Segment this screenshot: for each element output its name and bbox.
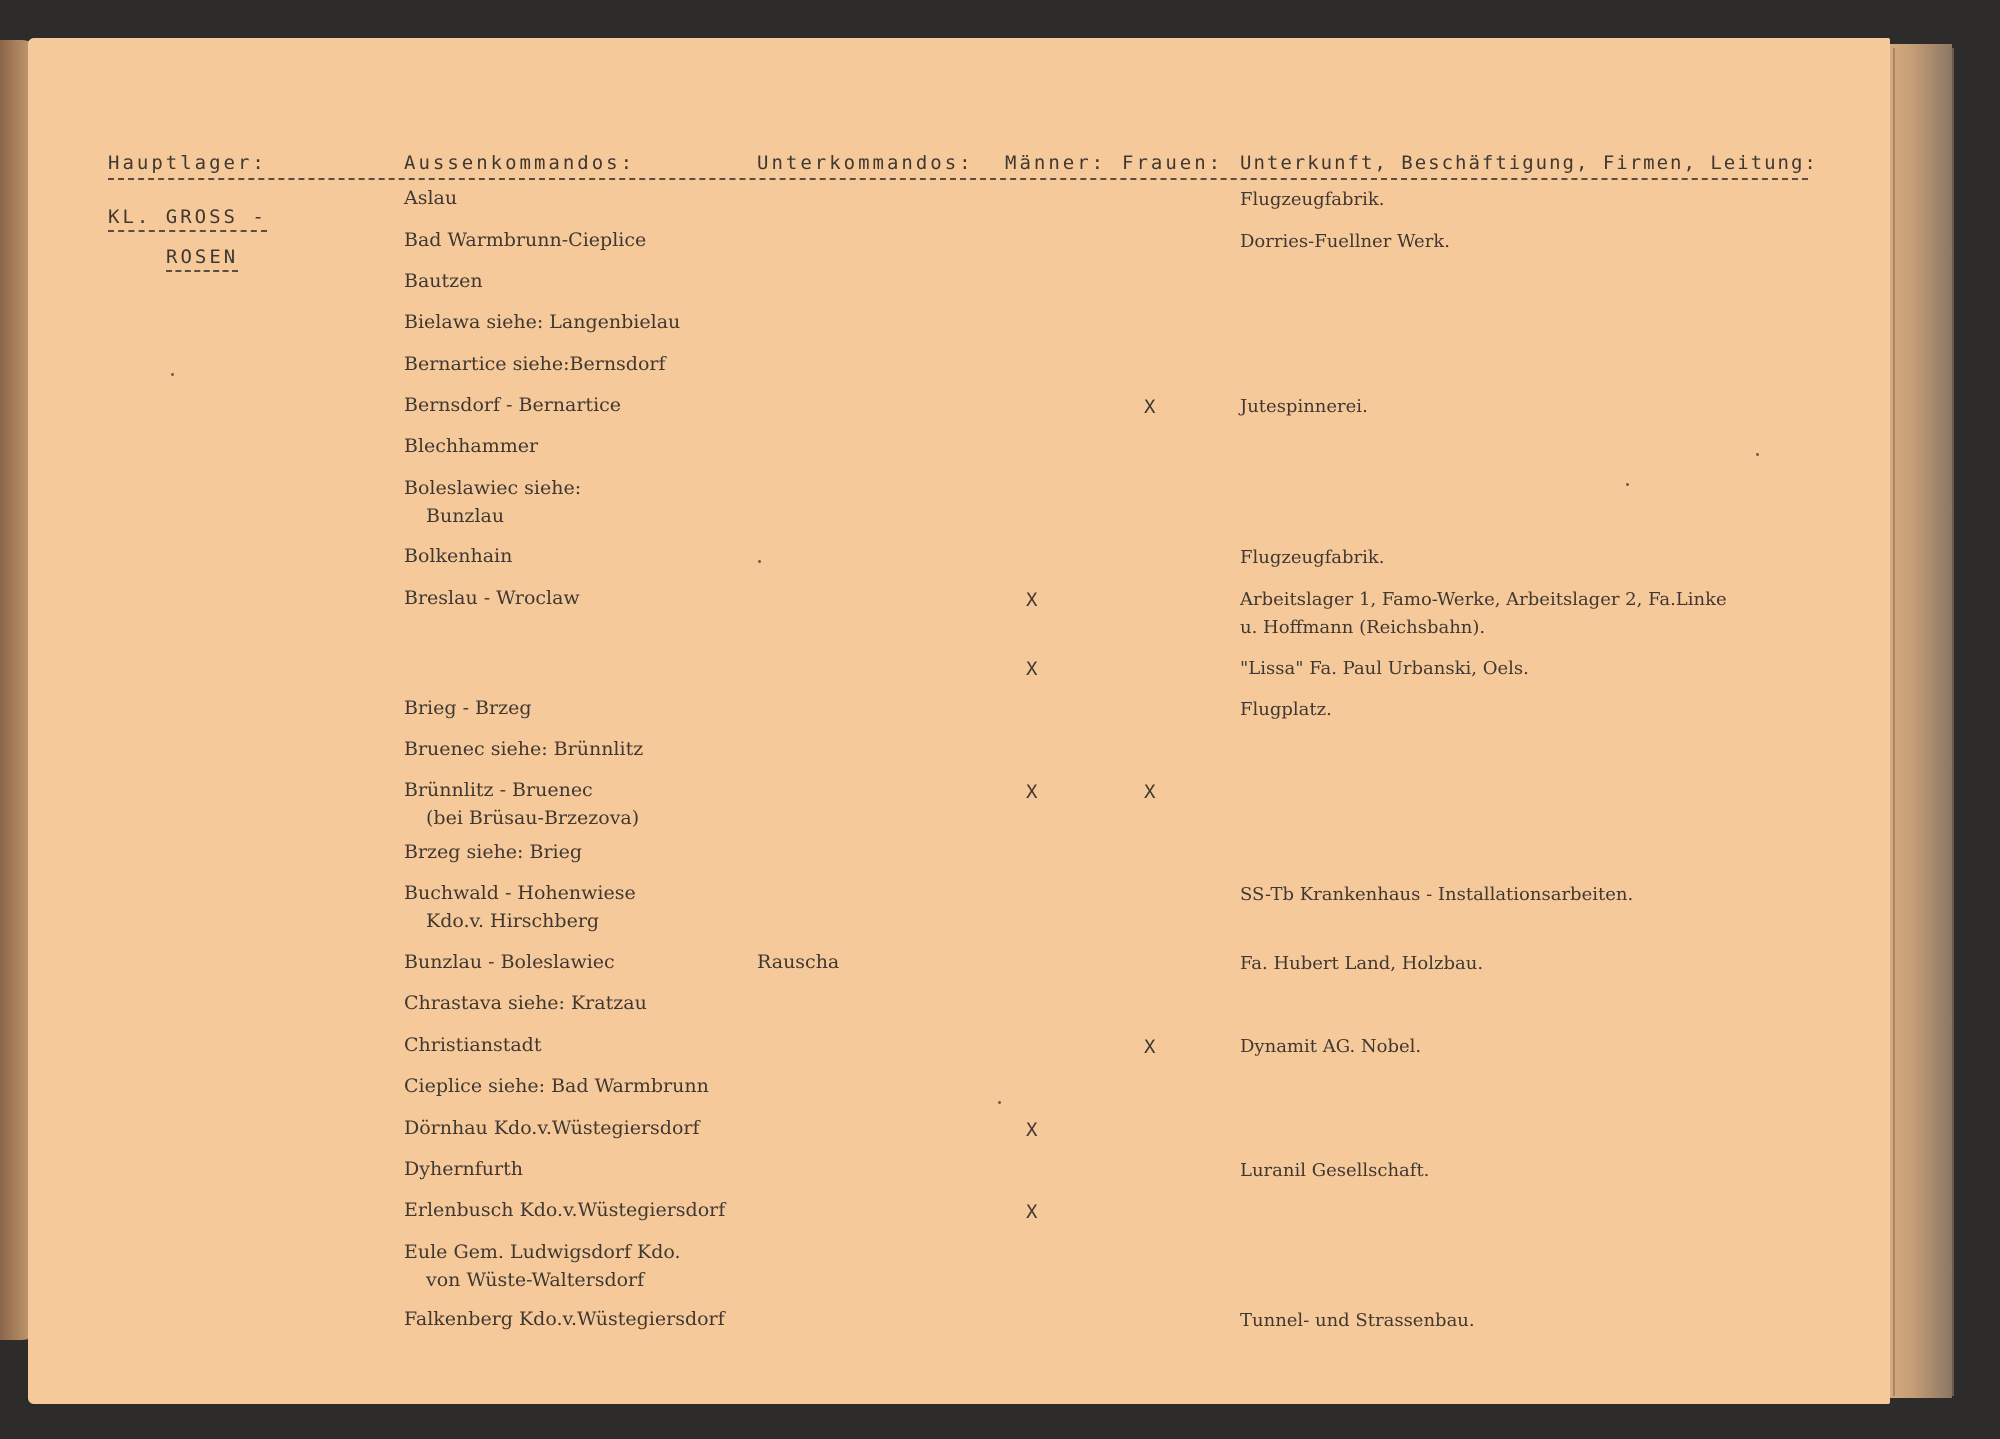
row-17-aussenkommando: Chrastava siehe: Kratzau xyxy=(404,992,647,1014)
header-maenner: Männer: xyxy=(1005,152,1107,174)
row-18-frauen-mark: X xyxy=(1144,1036,1156,1058)
row-15-unterkunft: SS-Tb Krankenhaus - Installationsarbeiten. xyxy=(1240,884,1634,905)
row-9-aussenkommando: Breslau - Wroclaw xyxy=(404,587,580,609)
row-15-aussenkommando: Buchwald - Hohenwiese xyxy=(404,882,636,904)
document-page xyxy=(28,38,1890,1404)
row-24-aussenkommando: Falkenberg Kdo.v.Wüstegiersdorf xyxy=(404,1308,725,1330)
paper-speck xyxy=(1756,453,1759,456)
header-frauen: Frauen: xyxy=(1122,152,1224,174)
row-9-maenner-mark: X xyxy=(1026,589,1038,611)
row-8-unterkunft: Flugzeugfabrik. xyxy=(1240,547,1385,568)
row-5-unterkunft: Jutespinnerei. xyxy=(1240,396,1368,417)
hauptlager-name-line1: KL. GROSS - xyxy=(108,206,267,232)
row-6-aussenkommando: Blechhammer xyxy=(404,435,539,457)
page-stack-line xyxy=(1952,48,1954,1396)
row-10-maenner-mark: X xyxy=(1026,658,1038,680)
row-2-aussenkommando: Bautzen xyxy=(404,270,483,292)
row-11-unterkunft: Flugplatz. xyxy=(1240,699,1332,720)
row-11-aussenkommando: Brieg - Brzeg xyxy=(404,697,532,719)
row-18-aussenkommando: Christianstadt xyxy=(404,1034,542,1056)
header-unterkunft: Unterkunft, Beschäftigung, Firmen, Leitung: xyxy=(1240,152,1818,174)
row-4-aussenkommando: Bernartice siehe:Bernsdorf xyxy=(404,353,666,375)
row-1-aussenkommando: Bad Warmbrunn-Cieplice xyxy=(404,229,647,251)
row-15-aussenkommando-cont: Kdo.v. Hirschberg xyxy=(426,910,600,932)
row-16-aussenkommando: Bunzlau - Boleslawiec xyxy=(404,951,615,973)
hauptlager-name-line2: ROSEN xyxy=(166,246,238,272)
row-21-aussenkommando: Dyhernfurth xyxy=(404,1158,523,1180)
row-22-maenner-mark: X xyxy=(1026,1201,1038,1223)
row-16-unterkommando: Rauscha xyxy=(757,951,840,973)
paper-speck xyxy=(1626,483,1629,486)
row-14-aussenkommando: Brzeg siehe: Brieg xyxy=(404,841,583,863)
row-13-aussenkommando-cont: (bei Brüsau-Brzezova) xyxy=(426,807,640,829)
header-aussenkommandos: Aussenkommandos: xyxy=(404,152,636,174)
row-23-aussenkommando: Eule Gem. Ludwigsdorf Kdo. xyxy=(404,1241,681,1263)
row-7-aussenkommando-cont: Bunzlau xyxy=(426,505,505,527)
row-9-unterkunft-cont: u. Hoffmann (Reichsbahn). xyxy=(1240,617,1486,638)
row-19-aussenkommando: Cieplice siehe: Bad Warmbrunn xyxy=(404,1075,709,1097)
page-stack-line xyxy=(1893,48,1895,1396)
row-13-aussenkommando: Brünnlitz - Bruenec xyxy=(404,779,593,801)
row-3-aussenkommando: Bielawa siehe: Langenbielau xyxy=(404,311,681,333)
row-10-unterkunft: "Lissa" Fa. Paul Urbanski, Oels. xyxy=(1240,658,1529,679)
row-0-aussenkommando: Aslau xyxy=(404,187,458,209)
row-0-unterkunft: Flugzeugfabrik. xyxy=(1240,189,1385,210)
row-9-unterkunft: Arbeitslager 1, Famo-Werke, Arbeitslager 2, Fa.Linke xyxy=(1240,589,1727,610)
paper-speck xyxy=(171,373,174,376)
row-16-unterkunft: Fa. Hubert Land, Holzbau. xyxy=(1240,953,1484,974)
row-12-aussenkommando: Bruenec siehe: Brünnlitz xyxy=(404,738,644,760)
paper-speck xyxy=(998,1101,1001,1104)
paper-speck xyxy=(758,560,761,563)
row-13-maenner-mark: X xyxy=(1026,781,1038,803)
row-23-aussenkommando-cont: von Wüste-Waltersdorf xyxy=(426,1269,645,1291)
row-5-frauen-mark: X xyxy=(1144,396,1156,418)
header-rule xyxy=(108,178,1808,180)
header-hauptlager: Hauptlager: xyxy=(108,152,267,174)
row-20-aussenkommando: Dörnhau Kdo.v.Wüstegiersdorf xyxy=(404,1117,700,1139)
row-1-unterkunft: Dorries-Fuellner Werk. xyxy=(1240,231,1450,252)
row-21-unterkunft: Luranil Gesellschaft. xyxy=(1240,1160,1430,1181)
row-7-aussenkommando: Boleslawiec siehe: xyxy=(404,477,582,499)
row-8-aussenkommando: Bolkenhain xyxy=(404,545,513,567)
row-18-unterkunft: Dynamit AG. Nobel. xyxy=(1240,1036,1422,1057)
header-unterkommandos: Unterkommandos: xyxy=(757,152,974,174)
row-22-aussenkommando: Erlenbusch Kdo.v.Wüstegiersdorf xyxy=(404,1199,726,1221)
row-13-frauen-mark: X xyxy=(1144,781,1156,803)
row-24-unterkunft: Tunnel- und Strassenbau. xyxy=(1240,1310,1475,1331)
row-20-maenner-mark: X xyxy=(1026,1119,1038,1141)
row-5-aussenkommando: Bernsdorf - Bernartice xyxy=(404,394,622,416)
